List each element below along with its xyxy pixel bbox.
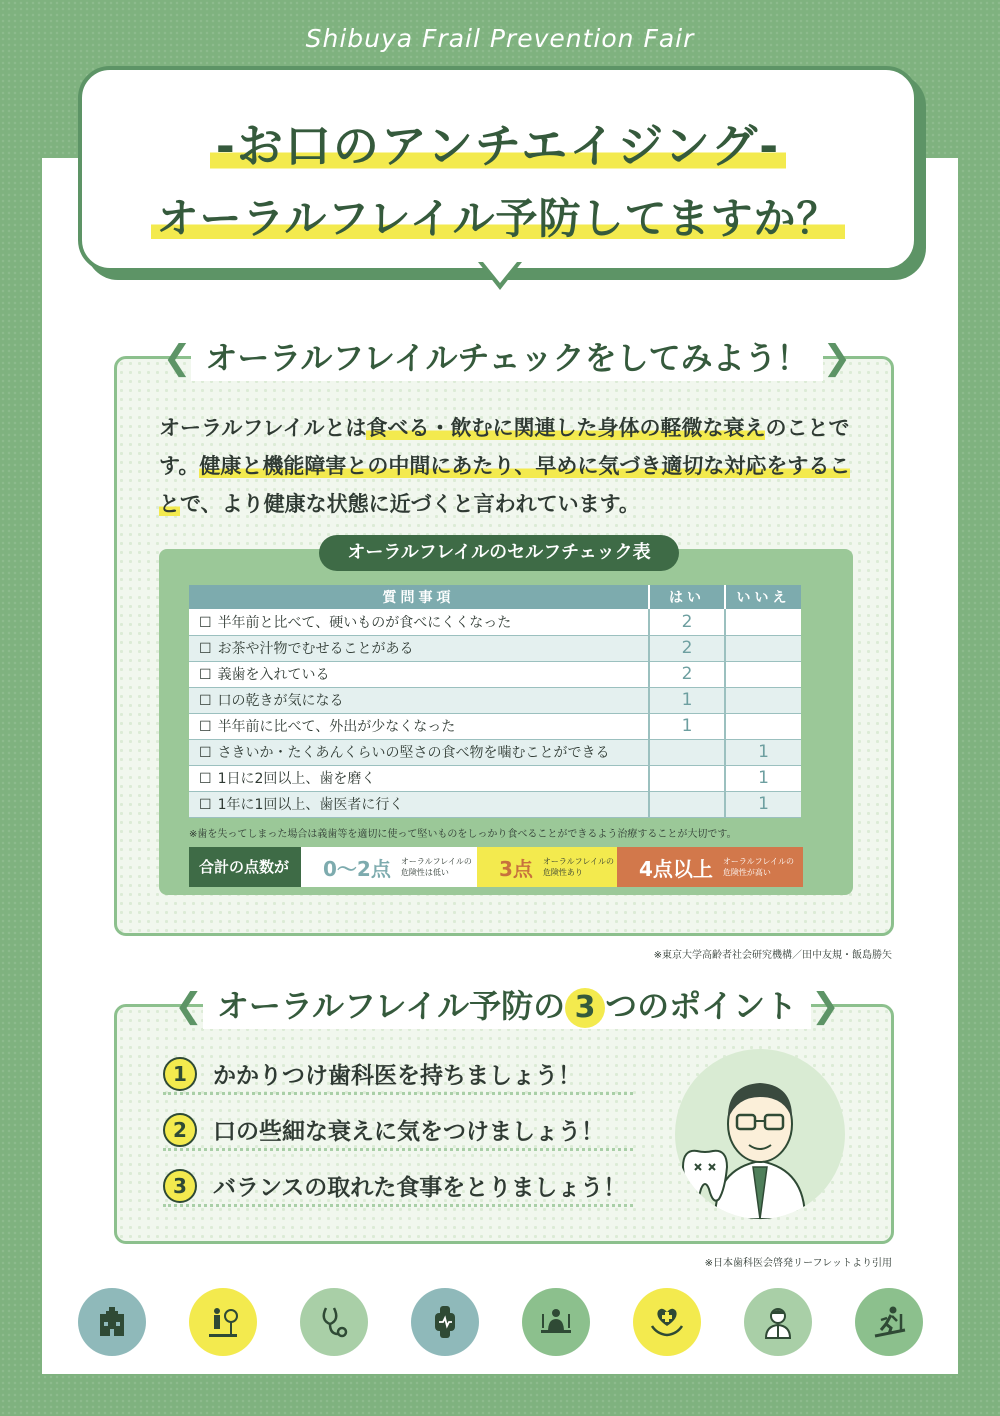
question-cell: ☐ 半年前と比べて、硬いものが食べにくくなった — [189, 609, 649, 635]
question-cell: ☐ 口の乾きが気になる — [189, 687, 649, 713]
yes-score-cell — [649, 791, 725, 817]
table-row — [189, 661, 801, 687]
column-header-yes: はい — [649, 585, 725, 609]
check-section — [114, 338, 894, 936]
no-score-cell: 1 — [725, 739, 801, 765]
dentist-illustration — [675, 1049, 845, 1219]
no-score-cell: 1 — [725, 765, 801, 791]
points-section-title: オーラルフレイル予防の 3 つのポイント — [203, 983, 811, 1029]
question-cell: ☐ 1日に2回以上、歯を磨く — [189, 765, 649, 791]
point-number-badge: 3 — [163, 1169, 197, 1203]
yes-score-cell — [649, 765, 725, 791]
table-row — [189, 609, 801, 635]
scale-icon — [189, 1288, 257, 1356]
stethoscope-icon — [300, 1288, 368, 1356]
no-score-cell: 1 — [725, 791, 801, 817]
self-check-table — [189, 585, 801, 818]
score-level-high: 4点以上 オーラルフレイルの 危険性が高い — [617, 847, 803, 887]
point-item — [163, 1167, 633, 1207]
table-row — [189, 687, 801, 713]
event-title: Shibuya Frail Prevention Fair — [305, 24, 695, 53]
yes-score-cell: 2 — [649, 661, 725, 687]
table-row — [189, 739, 801, 765]
table-row — [189, 765, 801, 791]
yes-score-cell: 1 — [649, 713, 725, 739]
point-text: かかりつけ歯科医を持ちましょう！ — [213, 1063, 581, 1089]
checkbox-icon[interactable]: ☐ — [199, 614, 212, 631]
no-score-cell — [725, 661, 801, 687]
points-section — [114, 986, 894, 1244]
point-text: バランスの取れた食事をとりましょう！ — [213, 1175, 627, 1201]
bracket-right-icon: ❯ — [811, 986, 840, 1026]
meal-icon — [522, 1288, 590, 1356]
question-cell: ☐ さきいか・たくあんくらいの堅さの食べ物を噛むことができる — [189, 739, 649, 765]
score-label: 合計の点数が — [189, 847, 301, 887]
table-note: ※歯を失ってしまった場合は義歯等を適切に使って堅いものをしっかり食べることができるよう治療することが大切です。 — [189, 829, 737, 840]
heart-care-icon — [633, 1288, 701, 1356]
yes-score-cell — [649, 739, 725, 765]
bracket-right-icon: ❯ — [822, 338, 852, 378]
checkbox-icon[interactable]: ☐ — [199, 667, 212, 683]
treadmill-icon — [855, 1288, 923, 1356]
checkbox-icon[interactable]: ☐ — [199, 797, 212, 813]
point-item — [163, 1055, 633, 1095]
checkbox-icon[interactable]: ☐ — [199, 641, 212, 657]
icon-row — [78, 1288, 938, 1358]
score-scale — [189, 847, 809, 887]
point-number-badge: 2 — [163, 1113, 197, 1147]
headline-2: オーラルフレイル予防してますか？ — [78, 186, 918, 246]
column-header-no: いいえ — [725, 585, 801, 609]
smartwatch-icon — [411, 1288, 479, 1356]
hospital-icon — [78, 1288, 146, 1356]
question-cell: ☐ 1年に1回以上、歯医者に行く — [189, 791, 649, 817]
points-source: ※日本歯科医会啓発リーフレットより引用 — [704, 1258, 892, 1269]
question-cell: ☐ お茶や汁物でむせることがある — [189, 635, 649, 661]
point-item — [163, 1111, 633, 1151]
self-check-box — [159, 542, 853, 895]
question-cell: ☐ 義歯を入れている — [189, 661, 649, 687]
column-header-question: 質問事項 — [189, 585, 649, 609]
intro-text: オーラルフレイルとは食べる・飲むに関連した身体の軽微な衰えのことです。健康と機能障害との中間にあたり、早めに気づき適切な対応をすることで、より健康な状態に近づくと言われています。 — [159, 416, 851, 516]
question-cell: ☐ 半年前に比べて、外出が少なくなった — [189, 713, 649, 739]
table-row — [189, 791, 801, 817]
bracket-left-icon: ❮ — [174, 986, 203, 1026]
doctor-icon — [744, 1288, 812, 1356]
checkbox-icon[interactable]: ☐ — [199, 745, 212, 761]
checkbox-icon[interactable]: ☐ — [199, 719, 212, 735]
point-text: 口の些細な衰えに気をつけましょう！ — [213, 1119, 604, 1145]
check-source: ※東京大学高齢者社会研究機構／田中友規・飯島勝矢 — [653, 950, 892, 961]
score-level-mid: 3点 オーラルフレイルの 危険性あり — [477, 847, 617, 887]
header-bubble — [78, 66, 918, 276]
no-score-cell — [725, 609, 801, 635]
table-row — [189, 713, 801, 739]
self-check-title: オーラルフレイルのセルフチェック表 — [319, 535, 679, 571]
no-score-cell — [725, 687, 801, 713]
check-section-title: オーラルフレイルチェックをしてみよう！ — [191, 335, 822, 381]
point-number-badge: 1 — [163, 1057, 197, 1091]
yes-score-cell: 2 — [649, 635, 725, 661]
no-score-cell — [725, 635, 801, 661]
score-level-low: 0〜2点 オーラルフレイルの 危険性は低い — [301, 847, 477, 887]
yes-score-cell: 2 — [649, 609, 725, 635]
table-row — [189, 635, 801, 661]
yes-score-cell: 1 — [649, 687, 725, 713]
checkbox-icon[interactable]: ☐ — [199, 693, 212, 709]
bracket-left-icon: ❮ — [162, 338, 192, 378]
checkbox-icon[interactable]: ☐ — [199, 771, 212, 787]
no-score-cell — [725, 713, 801, 739]
headline-1: -お口のアンチエイジング- — [78, 110, 918, 176]
